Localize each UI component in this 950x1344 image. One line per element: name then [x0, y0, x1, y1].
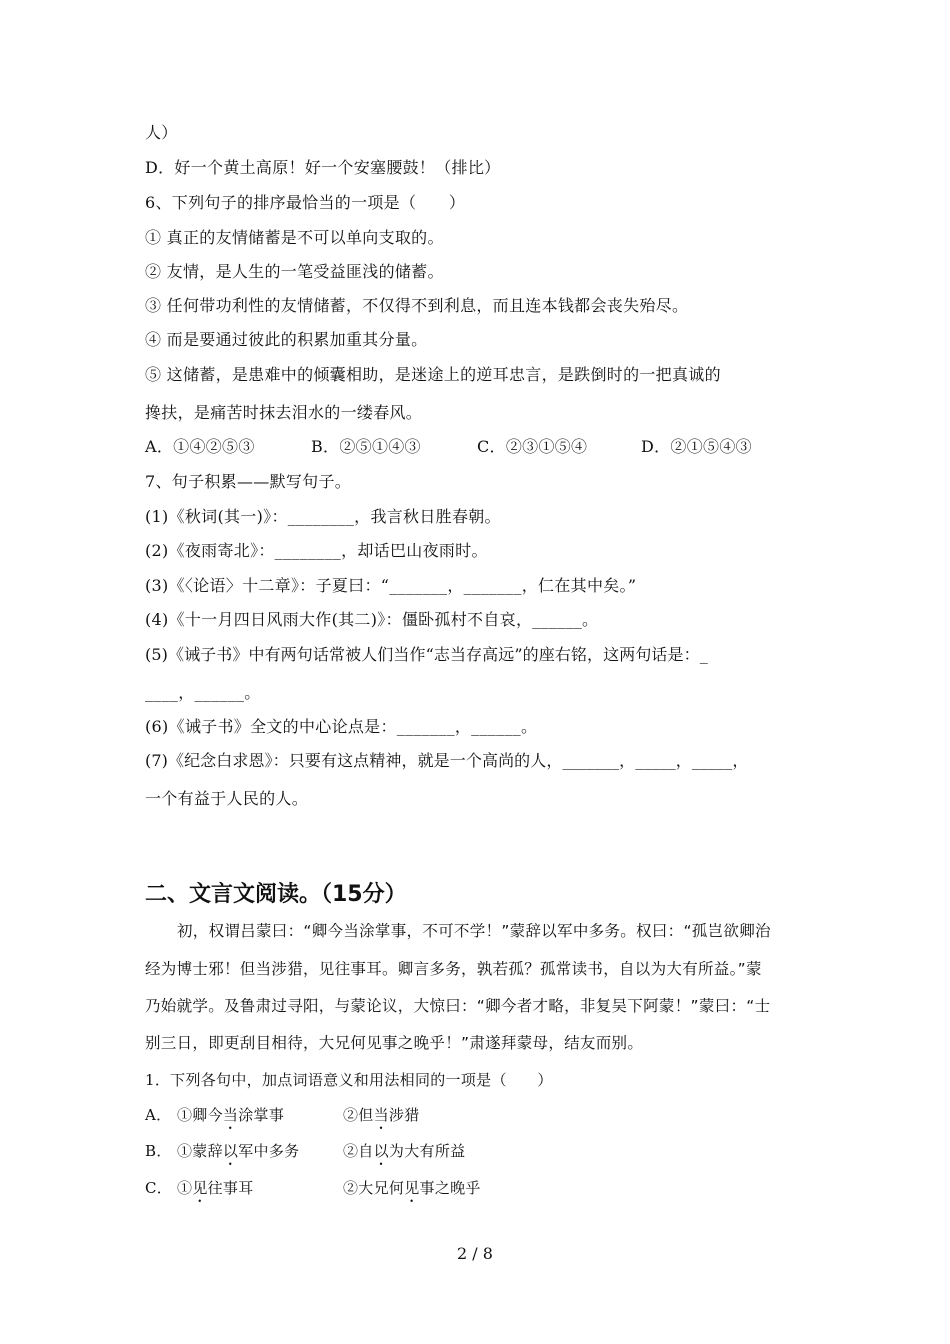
q6-option-b: B．②⑤①④③ [311, 437, 421, 456]
text-line: (3)《〈论语〉十二章》：子夏曰：“_______，_______，仁在其中矣。” [145, 576, 637, 595]
q1-option-a: A． ①卿今当涂掌事 ②但当涉猎 [145, 1106, 420, 1124]
q6-option-c: C．②③①⑤④ [477, 437, 588, 456]
q6-options [145, 437, 752, 457]
emphasis-dot: 当 [373, 1106, 389, 1124]
passage-line: 经为博士邪！但当涉猎，见往事耳。卿言多务，孰若孤？孤常读书，自以为大有所益。”蒙 [145, 960, 762, 978]
page-number: 2 / 8 [457, 1244, 493, 1263]
emphasis-dot: 当 [222, 1106, 239, 1124]
text-line: 人） [145, 123, 178, 142]
text-line: (2)《夜雨寄北》：________，却话巴山夜雨时。 [145, 541, 488, 560]
text-line: (4)《十一月四日风雨大作(其二)》：僵卧孤村不自哀，______。 [145, 610, 599, 629]
text-line: 一个有益于人民的人。 [145, 789, 309, 808]
text-line: (1)《秋词(其一)》：________，我言秋日胜春朝。 [145, 507, 501, 526]
text-line: D．好一个黄土高原！好一个安塞腰鼓！（排比） [145, 158, 501, 177]
text-line: ____，______。 [145, 683, 261, 702]
question-6: 6、下列句子的排序最恰当的一项是（ ） [145, 193, 466, 212]
question-7: 7、句子积累——默写句子。 [145, 472, 352, 491]
passage-line: 初，权谓吕蒙曰：“卿今当涂掌事，不可不学！”蒙辞以军中多务。权曰：“孤岂欲卿治 [177, 922, 771, 940]
text-line: (7)《纪念白求恩》：只要有这点精神，就是一个高尚的人，_______，_____，_____， [145, 751, 749, 770]
passage-line: 乃始就学。及鲁肃过寻阳，与蒙论议，大惊曰：“卿今者才略，非复吴下阿蒙！”蒙曰：“士 [145, 997, 771, 1015]
text-line: (6)《诫子书》全文的中心论点是：_______，______。 [145, 717, 538, 736]
question-1: 1．下列各句中，加点词语意义和用法相同的一项是（ ） [145, 1071, 553, 1089]
q6-option-a: A．①④②⑤③ [145, 437, 255, 456]
emphasis-dot: 以 [373, 1142, 389, 1160]
section-heading: 二、文言文阅读。（15分） [145, 882, 407, 907]
text-line: ④ 而是要通过彼此的积累加重其分量。 [145, 330, 428, 349]
q6-option-d: D．②①⑤④③ [641, 437, 752, 456]
text-line: ③ 任何带功利性的友情储蓄，不仅得不到利息，而且连本钱都会丧失殆尽。 [145, 296, 689, 315]
q1-option-c: C． ①见往事耳 ②大兄何见事之晚乎 [145, 1179, 481, 1197]
text-line: ① 真正的友情储蓄是不可以单向支取的。 [145, 228, 444, 247]
text-line: (5)《诫子书》中有两句话常被人们当作“志当存高远”的座右铭，这两句话是：_ [145, 645, 708, 664]
text-line: 搀扶，是痛苦时抹去泪水的一缕春风。 [145, 403, 423, 422]
emphasis-dot: 以 [222, 1142, 239, 1160]
text-line: ⑤ 这储蓄，是患难中的倾囊相助，是迷途上的逆耳忠言，是跌倒时的一把真诚的 [145, 365, 721, 384]
emphasis-dot: 见 [404, 1179, 420, 1197]
emphasis-dot: 见 [192, 1179, 208, 1197]
text-line: ② 友情，是人生的一笔受益匪浅的储蓄。 [145, 262, 444, 281]
passage-line: 别三日，即更刮目相待，大兄何见事之晚乎！”肃遂拜蒙母，结友而别。 [145, 1034, 644, 1052]
q1-option-b: B． ①蒙辞以军中多务 ②自以为大有所益 [145, 1142, 466, 1160]
